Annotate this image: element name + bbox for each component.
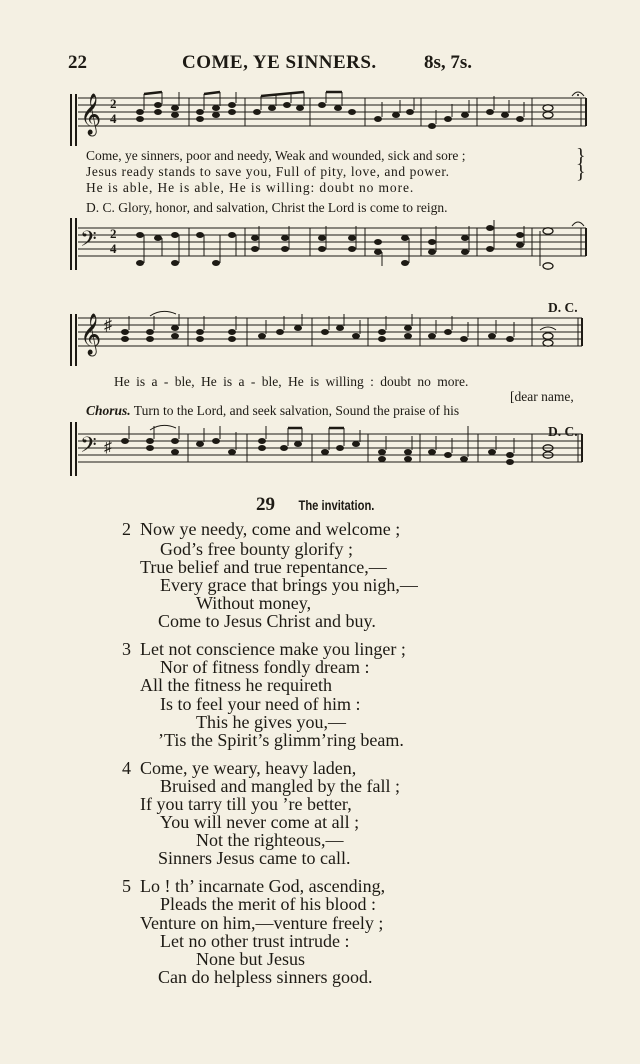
verse-line: Without money,: [196, 593, 312, 613]
verse-line: Come to Jesus Christ and buy.: [158, 611, 376, 631]
page-number: 22: [68, 52, 87, 73]
verse-line: Venture on him,—venture freely ;: [140, 913, 384, 933]
verse-line: Come, ye weary, heavy laden,: [140, 758, 357, 778]
verse-line: All the fitness he requireth: [140, 675, 332, 695]
lyric-line-dc: D. C. Glory, honor, and salvation, Christ the Lord is come to reign.: [86, 200, 448, 215]
dc-marking: D. C.: [548, 424, 578, 439]
time-sig-top: 2: [110, 96, 117, 111]
time-sig-bottom: 4: [110, 111, 117, 126]
time-sig-bottom: 4: [110, 241, 117, 256]
hymn-tune-title: COME, YE SINNERS.: [182, 52, 377, 73]
verse-line: This he gives you,—: [196, 712, 346, 732]
sharp-icon: ♯: [104, 439, 112, 456]
verse-line: ’Tis the Spirit’s glimm’ring beam.: [158, 730, 404, 750]
stanza-number: 2: [122, 519, 131, 539]
bass-notes-1: [136, 225, 524, 266]
lyric-continuation: [dear name,: [510, 389, 574, 404]
verse-line: Pleads the merit of his blood :: [160, 894, 376, 914]
verse-line: If you tarry till you ’re better,: [140, 794, 352, 814]
verse-line: Nor of fitness fondly dream :: [160, 657, 370, 677]
slur-icon: [540, 327, 556, 330]
stanza-number: 5: [122, 876, 131, 896]
fermata-icon: [572, 222, 584, 226]
bass-notes-2: [121, 438, 514, 465]
hymn-title: The invitation.: [298, 497, 375, 513]
treble-clef-icon: 𝄞: [80, 314, 102, 355]
chorus-text: Turn to the Lord, and seek salvation, Sound the praise of his: [133, 403, 460, 418]
verse-line: Not the righteous,—: [196, 830, 344, 850]
dc-marking: D. C.: [548, 300, 578, 315]
verse-line: Now ye needy, come and welcome ;: [140, 519, 401, 539]
chorus-label: Chorus.: [86, 403, 131, 418]
lyric-line: He is a - ble, He is a - ble, He is willing : doubt no more.: [114, 374, 469, 389]
page-header: [0, 52, 640, 76]
treble-notes-1: [136, 102, 524, 129]
treble-clef-icon: 𝄞: [80, 94, 102, 135]
verse-line: True belief and true repentance,—: [140, 557, 387, 577]
treble-staff-2: [0, 306, 640, 366]
slur-icon: [150, 311, 176, 316]
lyric-line: Jesus ready stands to save you, Full of pity, love, and power.: [86, 164, 450, 179]
lyric-line: He is able, He is able, He is willing: doubt no more.: [86, 180, 415, 195]
chorus-line: [86, 403, 459, 419]
verse-line: Bruised and mangled by the fall ;: [160, 776, 400, 796]
verse-line: Every grace that brings you nigh,—: [160, 575, 418, 595]
time-sig-top: 2: [110, 226, 117, 241]
sharp-icon: ♯: [104, 317, 112, 334]
brace-icon: }: [576, 145, 586, 167]
verse-line: Lo ! th’ incarnate God, ascending,: [140, 876, 386, 896]
stanza-number: 3: [122, 639, 131, 659]
verse-line: You will never come at all ;: [160, 812, 360, 832]
lyric-line: Come, ye sinners, poor and needy, Weak and wounded, sick and sore ;: [86, 148, 466, 163]
treble-staff-1: [0, 88, 640, 146]
brace-icon: }: [576, 161, 586, 183]
bass-staff-2: [0, 422, 640, 478]
verse-line: Sinners Jesus came to call.: [158, 848, 351, 868]
verse-line: Is to feel your need of him :: [160, 694, 361, 714]
verse-line: Can do helpless sinners good.: [158, 967, 373, 987]
verse-line: Let no other trust intrude :: [160, 931, 350, 951]
meter: 8s, 7s.: [424, 52, 473, 73]
bass-clef-icon: 𝄢: [80, 433, 97, 463]
bass-staff-1: [0, 218, 640, 272]
verse-line: God’s free bounty glorify ;: [160, 539, 353, 559]
stanza-number: 4: [122, 758, 131, 778]
verse-line: None but Jesus: [196, 949, 305, 969]
verse-line: Let not conscience make you linger ;: [140, 639, 406, 659]
hymn-number: 29: [256, 494, 276, 515]
bass-clef-icon: 𝄢: [80, 227, 97, 257]
hymn-heading: [0, 494, 640, 516]
